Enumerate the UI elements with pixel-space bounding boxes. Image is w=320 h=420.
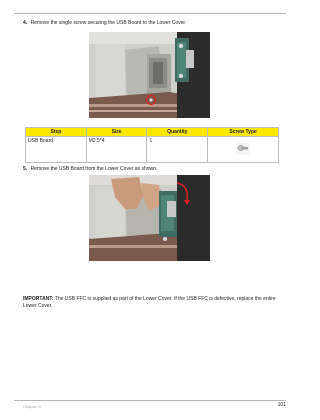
- table-header-row: [26, 128, 279, 137]
- important-note: [23, 296, 279, 310]
- table-row: [26, 137, 279, 163]
- step-4-text: Remove the single screw securing the USB Board to the Lower Cover.: [30, 20, 187, 26]
- important-label: IMPORTANT:: [23, 296, 54, 302]
- header-quantity: Quantity: [147, 128, 208, 137]
- usb-board-removal-illustration: [89, 175, 210, 261]
- header-size: Size: [86, 128, 147, 137]
- usb-board-screw-photo: [89, 32, 210, 118]
- usb-board-removal-photo: [89, 175, 210, 261]
- cell-step: USB Board: [26, 137, 87, 163]
- footer-chapter: Chapter 3: [23, 404, 41, 409]
- bottom-rule: [14, 400, 286, 401]
- screw-spec-table: [25, 127, 279, 163]
- cell-quantity: 1: [147, 137, 208, 163]
- cell-size: M2.5*4: [86, 137, 147, 163]
- step-5-number: 5.: [23, 166, 28, 172]
- screw-icon: [236, 143, 250, 155]
- usb-board-screw-illustration: [89, 32, 210, 118]
- header-screw-type: Screw Type: [208, 128, 279, 137]
- important-text: The USB FFC is supplied as part of the Lower Cover. If the USB FFC is defective, replace the entire Lower Cover.: [23, 296, 276, 309]
- step-5-text: Remove the USB Board from the Lower Cover as shown.: [30, 166, 158, 172]
- step-4-number: 4.: [23, 20, 28, 26]
- header-step: Step: [26, 128, 87, 137]
- step-4-instruction: [23, 20, 186, 26]
- cell-screw-type: [208, 137, 279, 163]
- step-5-instruction: [23, 166, 157, 172]
- top-rule: [14, 13, 286, 14]
- page-number: 101: [277, 402, 286, 408]
